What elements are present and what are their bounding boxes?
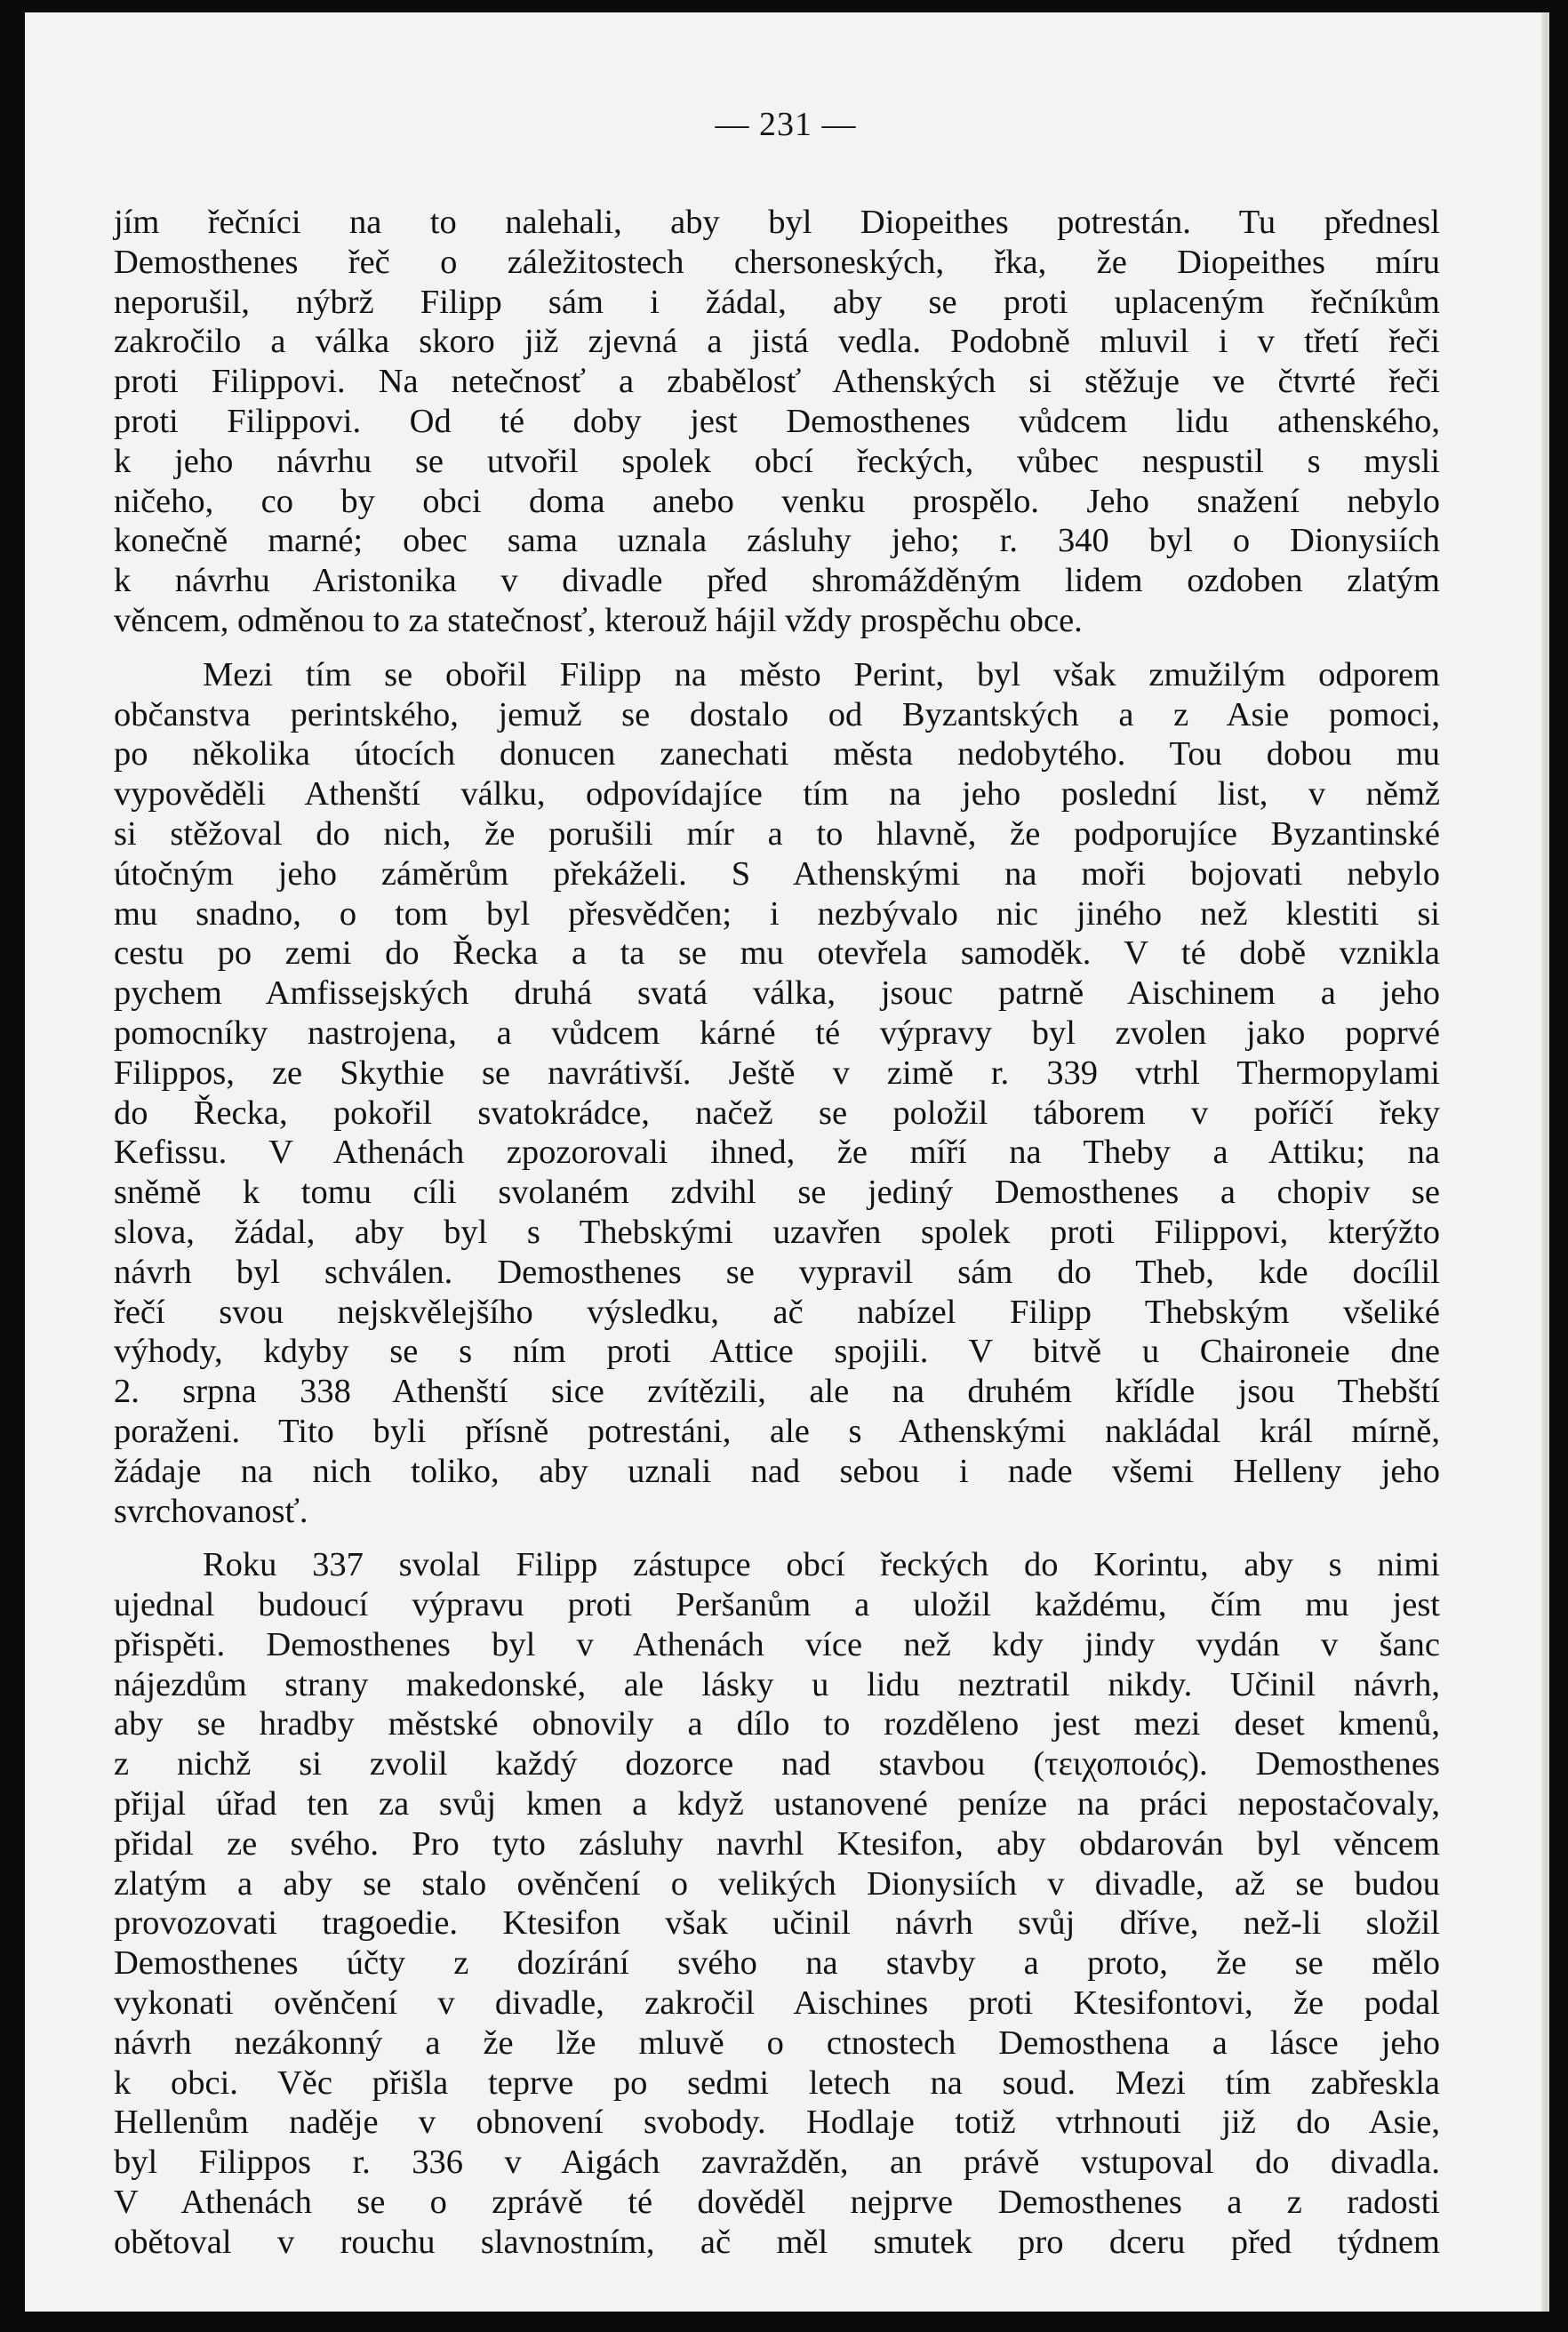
text-line: nájezdům strany makedonské, ale lásky u lidu neztratil nikdy. Učinil návrh, (114, 1665, 1440, 1703)
text-line: Roku 337 svolal Filipp zástupce obcí řeckých do Korintu, aby s nimi (203, 1546, 1440, 1584)
text-line: poraženi. Tito byli přísně potrestáni, ale s Athenskými nakládal král mírně, (114, 1412, 1440, 1450)
text-line: aby se hradby městské obnovily a dílo to rozděleno jest mezi deset kmenů, (114, 1705, 1440, 1743)
text-line: cestu po zemi do Řecka a ta se mu otevřela samoděk. V té době vznikla (114, 934, 1440, 973)
text-line: přidal ze svého. Pro tyto zásluhy navrhl Ktesifon, aby obdarován byl věncem (114, 1824, 1440, 1863)
text-line: byl Filippos r. 336 v Aigách zavražděn, an právě vstupoval do divadla. (114, 2144, 1440, 2182)
text-line: jím řečníci na to nalehali, aby byl Diopeithes potrestán. Tu přednesl (114, 204, 1440, 241)
text-line: po několika útocích donucen zanechati města nedobytého. Tou dobou mu (114, 735, 1440, 773)
page-number: — 231 — (715, 106, 857, 143)
text-line: přispěti. Demosthenes byl v Athenách více než kdy jindy vydán v šanc (114, 1625, 1440, 1663)
body-text (114, 203, 1440, 2263)
text-line: návrh nezákonný a že lže mluvě o ctnostech Demosthena a lásce jeho (114, 2023, 1440, 2062)
text-line: z nichž si zvolil každý dozorce nad stavbou (τειχοποιός). Demosthenes (114, 1745, 1440, 1783)
text-line: Demosthenes účty z dozírání svého na stavby a proto, že se mělo (114, 1944, 1440, 1983)
text-line: útočným jeho záměrům překáželi. S Athenskými na moři bojovati nebylo (114, 854, 1440, 893)
book-page (25, 12, 1549, 2312)
text-line: V Athenách se o zprávě té dověděl nejprve Demosthenes a z radosti (114, 2184, 1440, 2222)
text-line: k obci. Věc přišla teprve po sedmi letech na soud. Mezi tím zabřeskla (114, 2064, 1440, 2102)
text-line: občanstva perintského, jemuž se dostalo od Byzantských a z Asie pomoci, (114, 695, 1440, 733)
text-line: obětoval v rouchu slavnostním, ač měl smutek pro dceru před týdnem (114, 2223, 1440, 2261)
text-line: k jeho návrhu se utvořil spolek obcí řeckých, vůbec nespustil s mysli (114, 442, 1440, 480)
text-line: návrh byl schválen. Demosthenes se vypravil sám do Theb, kde docílil (114, 1253, 1440, 1291)
text-line: zlatým a aby se stalo ověnčení o velikých Dionysiích v divadle, až se budou (114, 1864, 1440, 1903)
text-line: zakročilo a válka skoro již zjevná a jistá vedla. Podobně mluvil i v třetí řeči (114, 323, 1440, 361)
text-line: ujednal budoucí výpravu proti Peršanům a uložil každému, čím mu jest (114, 1586, 1440, 1624)
text-line: výhody, kdyby se s ním proti Attice spojili. V bitvě u Chaironeie dne (114, 1333, 1440, 1371)
text-line: vykonati ověnčení v divadle, zakročil Aischines proti Ktesifontovi, že podal (114, 1984, 1440, 2023)
paragraph (114, 655, 1440, 1532)
text-line: pychem Amfissejských druhá svatá válka, jsouc patrně Aischinem a jeho (114, 974, 1440, 1013)
text-line: mu snadno, o tom byl přesvědčen; i nezbývalo nic jiného než klestiti si (114, 894, 1440, 933)
text-line: ničeho, co by obci doma anebo venku prospělo. Jeho snažení nebylo (114, 482, 1440, 520)
page-edge (1541, 12, 1547, 2312)
text-line: do Řecka, pokořil svatokrádce, načež se položil táborem v poříčí řeky (114, 1094, 1440, 1132)
text-line: proti Filippovi. Na netečnosť a zbabělosť Athenských si stěžuje ve čtvrté řeči (114, 363, 1440, 401)
text-line: věncem, odměnou to za statečnosť, kterouž hájil vždy prospěchu obce. (114, 601, 1083, 639)
text-line: svrchovanosť. (114, 1492, 308, 1530)
text-line: řečí svou nejskvělejšího výsledku, ač nabízel Filipp Thebským všeliké (114, 1293, 1440, 1331)
text-line: vypověděli Athenští válku, odpovídajíce tím na jeho poslední list, v němž (114, 775, 1440, 813)
text-line: Mezi tím se obořil Filipp na město Perint, byl však zmužilým odporem (203, 655, 1440, 693)
text-line: pomocníky nastrojena, a vůdcem kárné té výpravy byl zvolen jako poprvé (114, 1014, 1440, 1052)
text-line: konečně marné; obec sama uznala zásluhy jeho; r. 340 byl o Dionysiích (114, 522, 1440, 560)
text-line: provozovati tragoedie. Ktesifon však učinil návrh svůj dříve, než-li složil (114, 1904, 1440, 1943)
text-line: Kefissu. V Athenách zpozorovali ihned, že míří na Theby a Attiku; na (114, 1134, 1440, 1172)
text-line: přijal úřad ten za svůj kmen a když ustanovené peníze na práci nepostačovaly, (114, 1785, 1440, 1823)
text-line: sněmě k tomu cíli svolaném zdvihl se jediný Demosthenes a chopiv se (114, 1174, 1440, 1212)
text-line: 2. srpna 338 Athenští sice zvítězili, ale na druhém křídle jsou Thebští (114, 1373, 1440, 1411)
paragraph (114, 203, 1440, 641)
text-line: slova, žádal, aby byl s Thebskými uzavřen spolek proti Filippovi, kterýžto (114, 1213, 1440, 1251)
text-line: proti Filippovi. Od té doby jest Demosthenes vůdcem lidu athenského, (114, 402, 1440, 440)
text-line: Filippos, ze Skythie se navrátivší. Ještě v zimě r. 339 vtrhl Thermopylami (114, 1054, 1440, 1092)
paragraph (114, 1545, 1440, 2262)
text-line: k návrhu Aristonika v divadle před shromážděným lidem ozdoben zlatým (114, 562, 1440, 600)
text-line: Demosthenes řeč o záležitostech chersoneských, řka, že Diopeithes míru (114, 243, 1440, 281)
text-line: neporušil, nýbrž Filipp sám i žádal, aby se proti uplaceným řečníkům (114, 283, 1440, 321)
text-line: žádaje na nich toliko, aby uznali nad sebou i nade všemi Helleny jeho (114, 1452, 1440, 1490)
text-line: Hellenům naděje v obnovení svobody. Hodlaje totiž vtrhnouti již do Asie, (114, 2104, 1440, 2142)
text-line: si stěžoval do nich, že porušili mír a to hlavně, že podporujíce Byzantinské (114, 814, 1440, 853)
